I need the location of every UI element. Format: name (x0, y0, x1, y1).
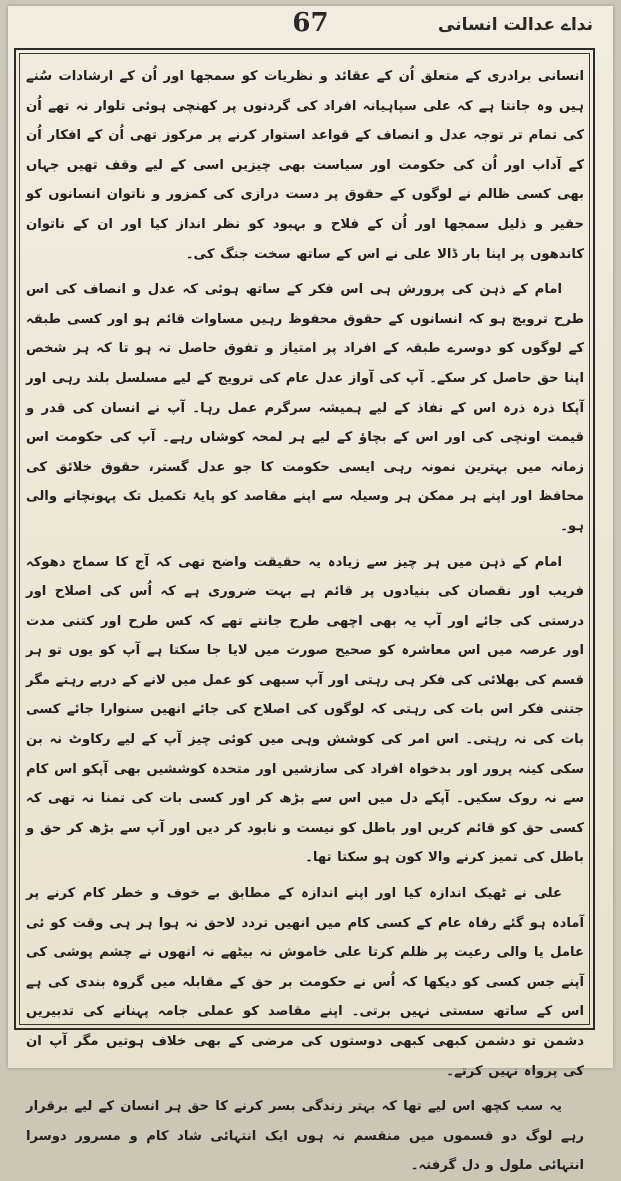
body-text (26, 62, 584, 1174)
page-header (20, 8, 601, 42)
paragraph-1: انسانی برادری کے متعلق اُن کے عقائد و نظریات کو سمجھا اور اُن کے ارشادات سُنے ہیں وہ جانتا ہے کہ علی سپاہیانہ افراد کی گردنوں پر کھنچی ہوئی تلوار نہ تھے اُن کی تمام تر توجہ عدل و انصاف کے قواعد استوار کرنے پر مرکوز تھی اُن کے افکار اُن کے آداب اور اُن کی حکومت اور سیاست بھی چیزیں اسی کے لیے وقف تھیں جہاں بھی کسی ظالم نے لوگوں کے حقوق پر دست درازی کی کمزور و ناتوان انسانوں کو حقیر و ذلیل سمجھا اور اُن کے فلاح و بہبود کو نظر انداز کیا اور ان کے ناتوان کاندھوں پر اپنا بار ڈالا علی نے اس کے ساتھ سخت جنگ کی۔ (26, 69, 584, 262)
paragraph-3: امام کے ذہن میں ہر چیز سے زیادہ یہ حقیقت واضح تھی کہ آج کا سماج دھوکہ فریب اور نقصان کی بنیادوں پر قائم ہے بہت ضروری ہے کہ اُس کی اصلاح اور درستی کی جائے اور آپ یہ بھی اچھی طرح جانتے تھے کہ کس طرح اور کتنی مدت اور عرصہ میں اس معاشرہ کو صحیح صورت میں لایا جا سکتا ہے آپ کو یوں تو ہر قسم کی بھلائی کی فکر ہی رہتی اور آپ سبھی کو عمل میں لانے کے درپے رہتے مگر جتنی فکر اس بات کی رہتی کہ لوگوں کی اصلاح کی جائے انھیں سنوارا جائے کسی بات کی نہ رہتی۔ اس امر کی کوشش وہی میں کوئی چیز آپ کے لیے رکاوٹ نہ بن سکی کینہ پرور اور بدخواہ افراد کی سازشیں اور متحدہ کوششیں بھی آپکو اس کام سے نہ روک سکیں۔ آپکے دل میں اس سے بڑھ کر اور کسی بات کی تمنا نہ تھی کہ کسی حق کو قائم کریں اور باطل کو نیست و نابود کر دیں اور آپ سے بڑھ کر حق و باطل کی تمیز کرنے والا کون ہو سکتا تھا۔ (26, 554, 584, 866)
paragraph-2: امام کے ذہن کی پرورش ہی اس فکر کے ساتھ ہوئی کہ عدل و انصاف کی اس طرح ترویج ہو کہ انسانوں کے حقوق محفوظ رہیں مساوات قائم ہو اور کسی طبقہ کے لوگوں کو دوسرے طبقہ کے افراد پر امتیاز و تفوق حاصل نہ ہو تا کہ ہر شخص اپنا حق حاصل کر سکے۔ آپ کی آواز عدل عام کی ترویج کے لیے مسلسل بلند رہی اور آپکا ذرہ ذرہ اس کے نفاذ کے لیے ہمیشہ سرگرم عمل رہا۔ آپ نے انسان کی قدر و قیمت اونچی کی اور اس کے بچاؤ کے لیے ہر لمحہ کوشاں رہے۔ آپ کی حکومت اس زمانہ میں بہترین نمونہ رہی ایسی حکومت کا جو عدل گستر، حقوق خلائق کی محافظ اور اپنے ہر ممکن ہر وسیلہ سے اپنے مقاصد کو پایۂ تکمیل تک پہونچانے والی ہو۔ (26, 282, 584, 534)
running-title: نداے عدالت انسانی (438, 15, 593, 35)
page-number: 67 (292, 8, 329, 38)
paragraph-5: یہ سب کچھ اس لیے تھا کہ بہتر زندگی بسر کرنے کا حق ہر انسان کے لیے برقرار رہے لوگ دو قسموں میں منقسم نہ ہوں ایک انتہائی شاد کام و مسرور دوسرا انتہائی ملول و دل گرفتہ۔ (26, 1099, 584, 1174)
paragraph-4: علی نے ٹھیک اندازہ کیا اور اپنے اندازہ کے مطابق بے خوف و خطر کام کرنے پر آمادہ ہو گئے رفاہ عام کے کسی کام میں انھیں تردد لاحق نہ ہوا ہر ہی وقت کو ئی عامل یا والی رعیت پر ظلم کرتا علی خاموش نہ بیٹھے نہ انھوں نے چشم پوشی کی آپنے جس کسی کو دیکھا کہ اُس نے حکومت بر حق کے مقابلہ میں گروہ بندی کی ہے اس کے ساتھ سستی نہیں برتی۔ اپنے مقاصد کو عملی جامہ پہنانے کی تدبیریں دشمن تو دشمن کبھی کبھی دوستوں کی مرضی کے بھی خلاف ہوتیں مگر آپ ان کی پرواہ نہیں کرتے۔ (26, 886, 584, 1079)
